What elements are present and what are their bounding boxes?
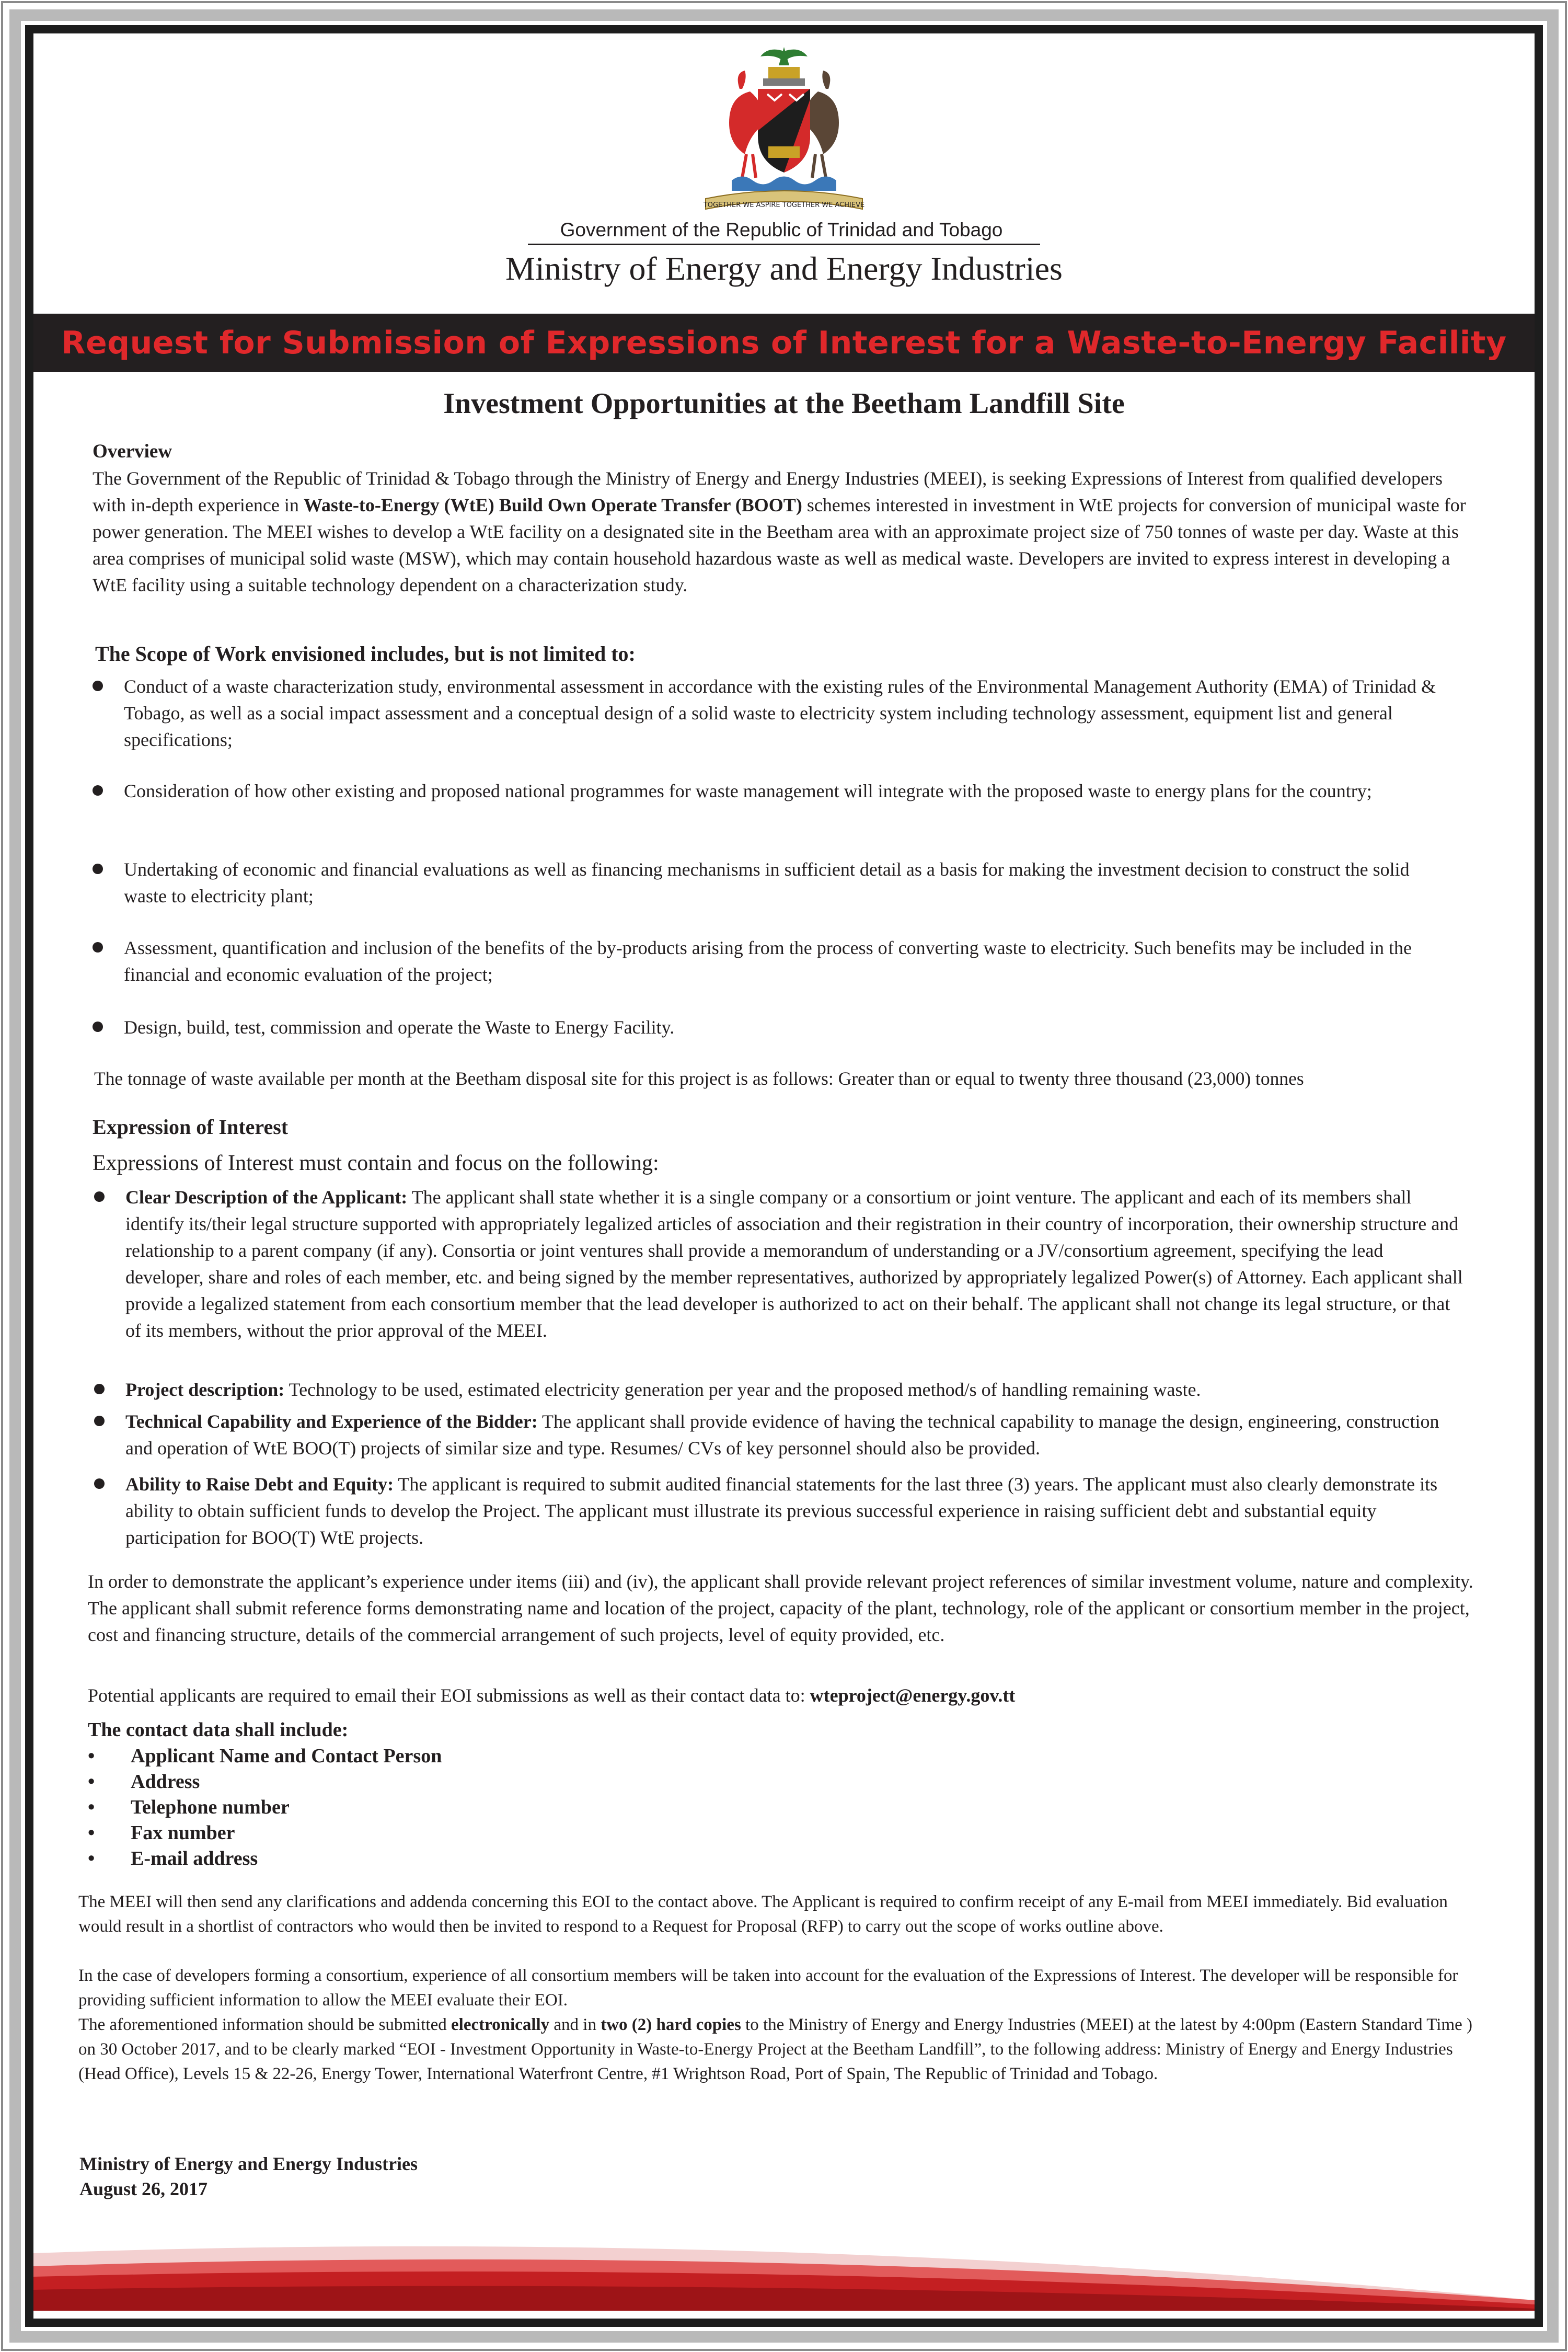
bullet-icon [94,1478,105,1489]
list-item: • Applicant Name and Contact Person [88,1743,442,1769]
references-paragraph: In order to demonstrate the applicant’s experience under items (iii) and (iv), the applicant shall provide relevant project references of similar investment volume, nature and complexity. The applicant shall submit reference forms demonstrating name and location of the project, capacity of the plant, technology, role of the applicant or consortium member in the project, cost and financing structure, details of the commercial arrangement of such projects, level of equity provided, etc. [88,1571,1473,1645]
tonnage-statement: The tonnage of waste available per month at the Beetham disposal site for this project is as follows: Greater than or equal to twenty three thousand (23,000) tonnes [94,1068,1304,1089]
list-item: • E-mail address [88,1846,442,1872]
list-item: • Address [88,1769,442,1795]
closing-paragraph-3 [78,2013,1490,2086]
closing-text: and in [549,2015,601,2034]
list-item [124,673,1457,753]
bullet-icon [93,942,103,953]
overview-text-cont: schemes interested in investment in WtE projects for conversion of municipal waste for power generation. The MEEI wishes to develop a WtE facility on a designated site in the Beetham area with an approximate project size of 750 tonnes of waste per day. Waste at this area comprises of municipal solid waste (MSW), which may contain household hazardous waste as well as medical waste. Developers are invited to express interest in developing a WtE facility using a suitable technology dependent on a characterization study. [93,495,1466,595]
signature-date: August 26, 2017 [79,2178,208,2199]
email-instruction [88,1682,1499,1709]
closing-text: The aforementioned information should be submitted [78,2015,451,2034]
eoi-item-text: Technology to be used, estimated electricity generation per year and the proposed method/s of handling remaining waste. [284,1379,1201,1400]
title-banner [33,314,1535,372]
eoi-intro: Expressions of Interest must contain and focus on the following: [93,1151,659,1175]
signature-org: Ministry of Energy and Energy Industries [79,2153,418,2174]
eoi-item-title: Clear Description of the Applicant: [125,1187,408,1208]
bullet-icon [93,1022,103,1032]
eoi-item-title: Technical Capability and Experience of the Bidder: [125,1411,538,1432]
email-link[interactable]: wteproject@energy.gov.tt [810,1685,1016,1706]
bullet-icon [94,1191,105,1202]
eoi-item-text: The applicant shall provide evidence of having the technical capability to manage the design, engineering, construction and operation of WtE BOO(T) projects of similar size and type. Resumes/ CVs of key personnel should also be provided. [125,1411,1439,1459]
eoi-item-text: The applicant shall state whether it is a single company or a consortium or joint venture. The applicant and each of its members shall identify its/their legal structure supported with appropriately legalized articles of association and their registration in their country of incorporation, their ownership structure and relationship to a parent company (if any). Consortia or joint ventures shall provide a memorandum of understanding or a JV/consortium agreement, specifying the lead developer, share and roles of each member, etc. and being signed by the member representatives, authorized by appropriately legalized Power(s) of Attorney. Each applicant shall provide a legalized statement from each consortium member that the lead developer is authorized to act on their behalf. The applicant shall not change its legal structure, or that of its members, without the prior approval of the MEEI. [125,1187,1463,1341]
overview-text: The Government of the Republic of Trinidad & Tobago through the Ministry of Energy and Energy Industries (MEEI), is seeking Expressions of Interest from qualified developers with in-depth experience in [93,468,1443,515]
bullet-icon [93,864,103,874]
svg-text:TOGETHER WE ASPIRE TOGETHER WE: TOGETHER WE ASPIRE TOGETHER WE ACHIEVE [703,201,865,209]
list-item [125,1184,1463,1344]
list-item [124,1014,1457,1041]
bullet-icon [94,1384,105,1394]
bullet-icon [93,785,103,796]
scope-item-text: Undertaking of economic and financial evaluations as well as financing mechanisms in sufficient detail as a basis for making the investment decision to construct the solid waste to electricity plant; [124,859,1410,907]
eoi-heading: Expression of Interest [93,1115,289,1139]
eoi-item-title: Ability to Raise Debt and Equity: [125,1474,394,1495]
list-item [124,778,1457,805]
bullet-icon [94,1416,105,1426]
eoi-item-text: The applicant is required to submit audited financial statements for the last three (3) years. The applicant must also clearly demonstrate its ability to obtain sufficient funds to develop the Project. The applicant must illustrate its previous successful experience in raising sufficient debt and substantial equity participation for BOO(T) WtE projects. [125,1474,1438,1548]
page-subtitle: Investment Opportunities at the Beetham Landfill Site [443,387,1125,420]
overview-heading: Overview [93,441,172,462]
list-item [125,1408,1463,1462]
divider [528,244,1040,245]
closing-text: to the Ministry of Energy and Energy Industries (MEEI) at the latest by 4:00pm (Eastern Standard Time ) on 30 October 2017, and to be clearly marked “EOI - Investment Opportunity in Waste-to-Energy Project at the Beetham Landfill”, to the following address: Ministry of Energy and Energy Industries (Head Office), Levels 15 & 22-26, Energy Tower, International Waterfront Centre, #1 Wrightson Road, Port of Spain, The Republic of Trinidad and Tobago. [78,2015,1472,2083]
email-instruction-text: Potential applicants are required to email their EOI submissions as well as their contact data to: [88,1685,810,1706]
coat-of-arms-icon [690,42,878,220]
overview-paragraph [93,465,1472,599]
overview-bold-text: Waste-to-Energy (WtE) Build Own Operate Transfer (BOOT) [303,495,802,515]
government-name: Government of the Republic of Trinidad and Tobago [560,219,1003,240]
closing-paragraph-1: The MEEI will then send any clarifications and addenda concerning this EOI to the contact above. The Applicant is required to confirm receipt of any E-mail from MEEI immediately. Bid evaluation would result in a shortlist of contractors who would then be invited to respond to a Request for Proposal (RFP) to carry out the scope of works outline above. [78,1892,1448,1936]
contact-list [88,1743,442,1872]
banner-title: Request for Submission of Expressions of Interest for a Waste-to-Energy Facility [61,325,1507,361]
scope-heading: The Scope of Work envisioned includes, but is not limited to: [95,642,636,666]
ministry-name: Ministry of Energy and Energy Industries [505,250,1063,287]
list-item [124,935,1457,988]
scope-item-text: Assessment, quantification and inclusion of the benefits of the by-products arising from the process of converting waste to electricity. Such benefits may be included in the financial and economic evaluation of the project; [124,937,1412,985]
list-item: • Telephone number [88,1795,442,1820]
list-item: • Fax number [88,1820,442,1846]
scope-item-text: Consideration of how other existing and proposed national programmes for waste management will integrate with the proposed waste to energy plans for the country; [124,781,1372,801]
contact-heading: The contact data shall include: [88,1719,349,1741]
footer-swoosh-icon [33,2222,1535,2311]
list-item [125,1376,1463,1403]
scope-item-text: Conduct of a waste characterization study, environmental assessment in accordance with the existing rules of the Environmental Management Authority (EMA) of Trinidad & Tobago, as well as a social impact assessment and a conceptual design of a solid waste to electricity system including technology assessment, equipment list and general specifications; [124,676,1436,750]
eoi-item-title: Project description: [125,1379,285,1400]
closing-bold-text: electronically [451,2015,550,2034]
list-item [124,856,1457,910]
bullet-icon [93,681,103,691]
list-item [125,1471,1463,1551]
scope-item-text: Design, build, test, commission and operate the Waste to Energy Facility. [124,1017,675,1038]
closing-bold-text: two (2) hard copies [601,2015,741,2034]
closing-paragraph-2: In the case of developers forming a consortium, experience of all consortium members will be taken into account for the evaluation of the Expressions of Interest. The developer will be responsible for providing sufficient information to allow the MEEI evaluate their EOI. [78,1966,1458,2010]
